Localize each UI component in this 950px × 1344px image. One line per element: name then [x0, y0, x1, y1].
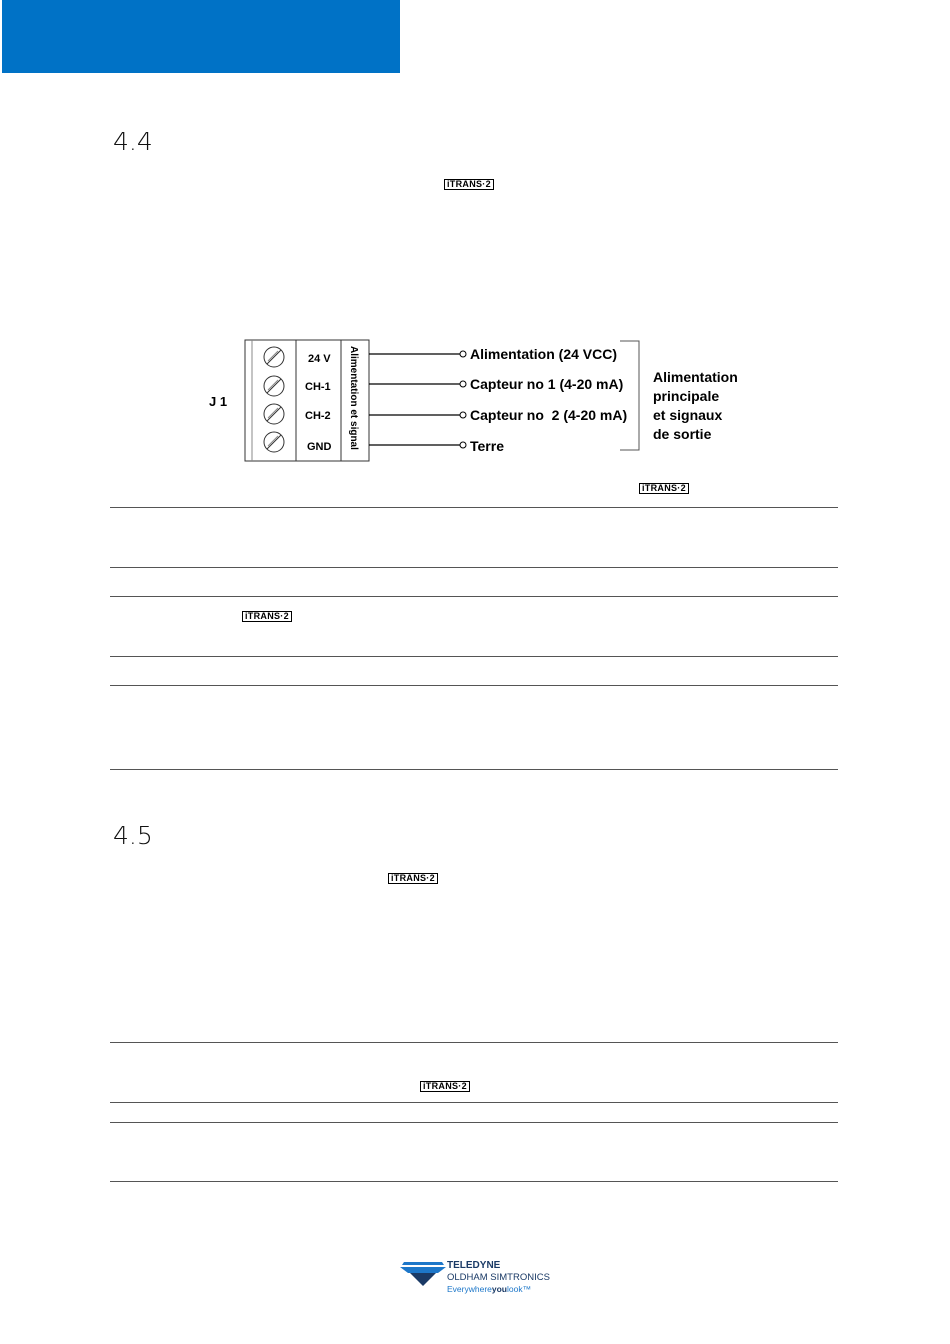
bracket-label-line: de sortie	[653, 426, 712, 442]
rule	[110, 1122, 838, 1123]
brand-name: TELEDYNE	[447, 1260, 501, 1271]
screw-icon	[264, 432, 284, 452]
wire-terminal	[460, 351, 466, 357]
signal-label: Terre	[470, 438, 504, 454]
rule	[110, 656, 838, 657]
bracket-label-line: principale	[653, 388, 720, 404]
itrans2-logo: iTRANS·2	[639, 483, 689, 494]
screw-icon	[264, 347, 284, 367]
signal-label: Capteur no 2 (4-20 mA)	[470, 407, 628, 423]
teledyne-fish-icon	[400, 1262, 446, 1286]
brand-subname: OLDHAM SIMTRONICS	[447, 1272, 550, 1283]
wiring-diagram	[200, 335, 760, 465]
wire-terminal	[460, 412, 466, 418]
section-number-4-5: 4.5	[113, 821, 153, 850]
pin-label: CH-1	[305, 381, 331, 393]
rule	[110, 769, 838, 770]
pin-label: GND	[307, 441, 332, 453]
rule	[110, 1181, 838, 1182]
rule	[110, 567, 838, 568]
pin-label: 24 V	[308, 353, 331, 365]
bracket	[620, 341, 639, 450]
header-bar	[2, 0, 400, 73]
rule	[110, 507, 838, 508]
wire-terminal	[460, 381, 466, 387]
itrans2-logo: iTRANS·2	[388, 873, 438, 884]
rule	[110, 685, 838, 686]
teledyne-logo	[400, 1260, 570, 1296]
side-label: Alimentation et signal	[348, 346, 359, 450]
bracket-label-line: et signaux	[653, 407, 723, 423]
section-number-4-4: 4.4	[113, 127, 153, 156]
rule	[110, 596, 838, 597]
wire-terminal	[460, 442, 466, 448]
signal-label: Alimentation (24 VCC)	[470, 346, 618, 362]
screw-icon	[264, 404, 284, 424]
connector-label: J 1	[209, 394, 228, 409]
brand-tagline: Everywhereyoulook™	[447, 1284, 532, 1294]
rule	[110, 1042, 838, 1043]
rule	[110, 1102, 838, 1103]
signal-label: Capteur no 1 (4-20 mA)	[470, 376, 624, 392]
itrans2-logo: iTRANS·2	[420, 1081, 470, 1092]
screw-icon	[264, 376, 284, 396]
itrans2-logo: iTRANS·2	[242, 611, 292, 622]
pin-label: CH-2	[305, 410, 331, 422]
bracket-label-line: Alimentation	[653, 369, 738, 385]
itrans2-logo: iTRANS·2	[444, 179, 494, 190]
